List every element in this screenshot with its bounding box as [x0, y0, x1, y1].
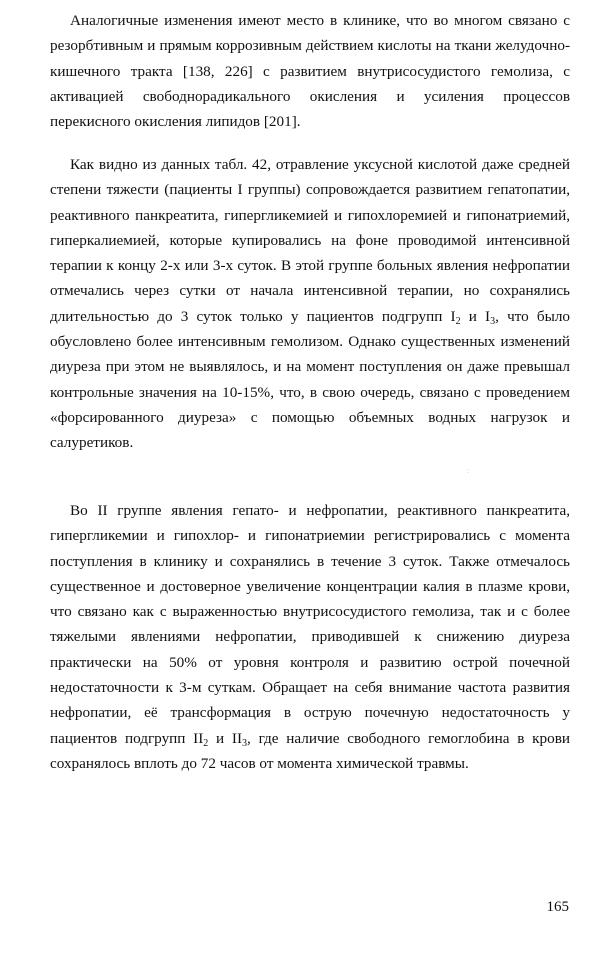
paragraph-2-part-1: Как видно из данных табл. 42, отравление уксусной кислотой даже средней степени тяжести (пациенты I группы) сопровождается развитием гепатопатии, реактивного панкреатита, гипергликемией и гипохлоремией и гипонатриемий, гиперкалиемией, которые купировались на фоне проводимой интенсивной терапии к концу 2-х или 3-х суток. В этой группе больных явления нефропатии отмечались через сутки от начала интенсивной терапии, но сохранялись длительностью до 3 суток только у пациентов подгрупп I [50, 156, 570, 325]
paragraph-3-part-2: и II [208, 729, 243, 747]
paragraph-3-part-1: Во II группе явления гепато- и нефропатии, реактивного панкреатита, гипергликемии и гипохлор- и гипонатриемии регистрировались с момента поступления в клинику и сохранялись в течение 3 суток. Также отмечалось существенное и достоверное увеличение концентрации калия в плазме крови, что связано как с выраженностью внутрисосудистого гемолиза, так и с более тяжелыми явлениями нефропатии, приводившей к снижению диуреза практически на 50% от уровня контроля и развитию острой почечной недостаточности к 3-м суткам. Обращает на себя внимание частота развития нефропатии, её трансформация в острую почечную недостаточность у пациентов подгрупп II [50, 502, 570, 747]
subscript-i2: 2 [455, 315, 461, 327]
paragraph-1 [50, 8, 570, 134]
paragraph-3-text [50, 498, 570, 776]
stray-mark: : [467, 467, 469, 475]
paragraph-3-part-3: , где наличие свободного гемоглобина в крови сохранялось вплоть до 72 часов от момента химической травмы. [50, 729, 570, 772]
paragraph-1-text: Аналогичные изменения имеют место в клинике, что во многом связано с резорбтивным и прямым коррозивным действием кислоты на ткани желудочно-кишечного тракта [138, 226] с развитием внутрисосудистого гемолиза, с активацией свободнорадикального окисления и усиления процессов перекисного окисления липидов [201]. [50, 12, 570, 131]
page-number: 165 [546, 899, 569, 915]
paragraph-2-part-3: , что было обусловлено более интенсивным гемолизом. Однако существенных изменений диуреза при этом не выявлялось, и на момент поступления он даже превышал контрольные значения на 10-15%, что, в свою очередь, связано с проведением «форсированного диуреза» с помощью объемных водных нагрузок и салуретиков. [50, 307, 571, 452]
paragraph-2 [50, 152, 570, 456]
subscript-ii3: 3 [242, 737, 248, 749]
paragraph-2-text [50, 152, 570, 456]
paragraph-3 [50, 498, 570, 776]
subscript-ii2: 2 [203, 737, 209, 749]
subscript-i3: 3 [490, 315, 496, 327]
paragraph-2-part-2: и I [460, 307, 491, 325]
